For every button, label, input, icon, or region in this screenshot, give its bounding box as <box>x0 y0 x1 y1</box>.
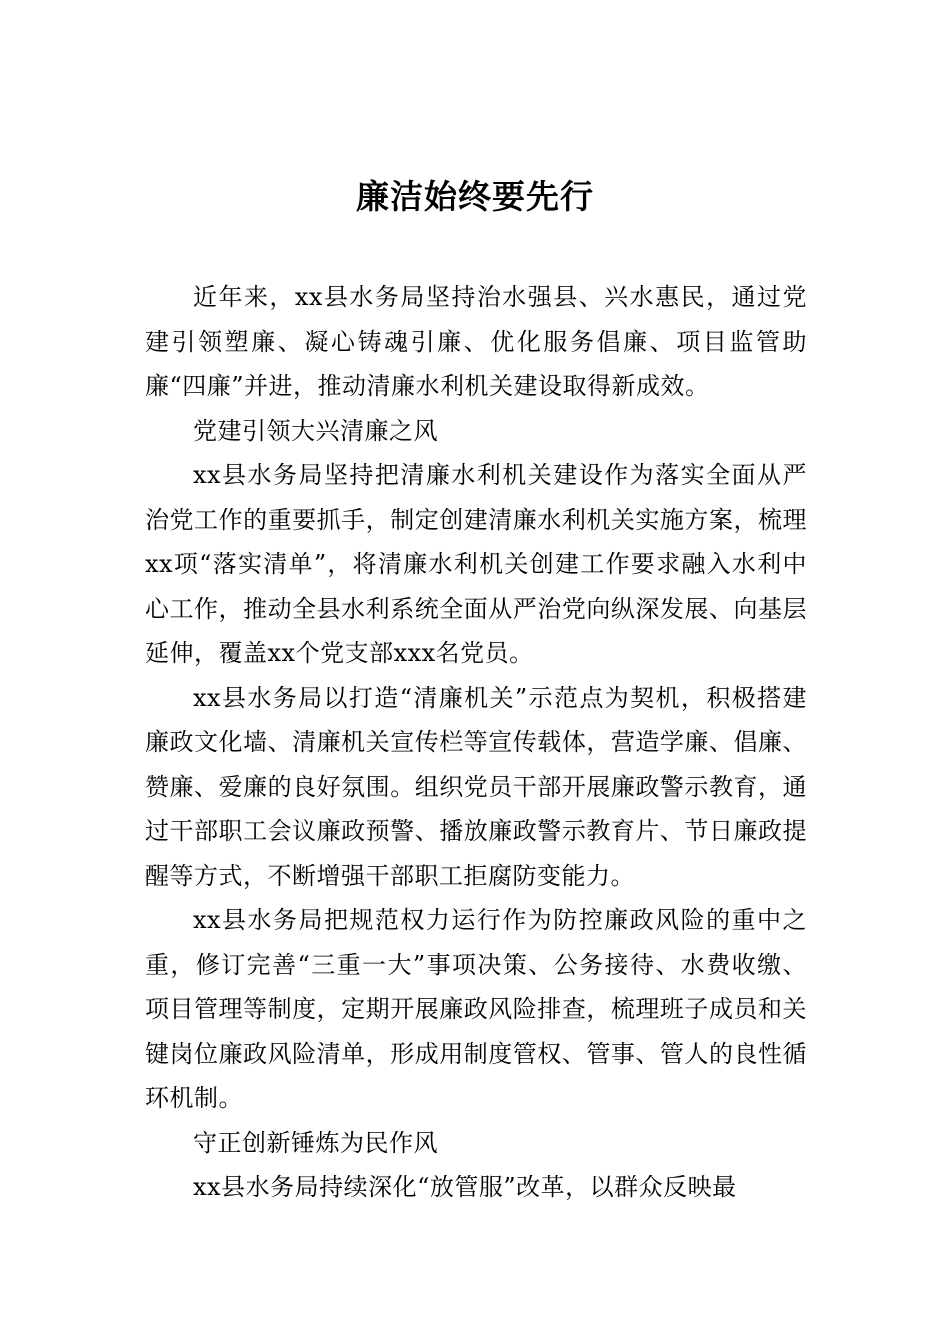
paragraph-body: xx县水务局把规范权力运行作为防控廉政风险的重中之重，修订完善“三重一大”事项决策、公务接待、水费收缴、项目管理等制度，定期开展廉政风险排查，梳理班子成员和关键岗位廉政风险清单，形成用制度管权、管事、管人的良性循环机制。 <box>145 906 807 1112</box>
document-title: 廉洁始终要先行 <box>356 177 594 216</box>
paragraph-intro: 近年来，xx县水务局坚持治水强县、兴水惠民，通过党建引领塑廉、凝心铸魂引廉、优化服务倡廉、项目监管助廉“四廉”并进，推动清廉水利机关建设取得新成效。 <box>145 283 807 400</box>
section-heading-2: 守正创新锤炼为民作风 <box>193 1128 438 1157</box>
document-body <box>145 275 807 1210</box>
section-heading-1: 党建引领大兴清廉之风 <box>193 416 438 445</box>
paragraph-body: xx县水务局持续深化“放管服”改革，以群众反映最 <box>193 1173 737 1201</box>
paragraph-body: xx县水务局坚持把清廉水利机关建设作为落实全面从严治党工作的重要抓手，制定创建清廉水利机关实施方案，梳理xx项“落实清单”，将清廉水利机关创建工作要求融入水利中心工作，推动全县水利系统全面从严治党向纵深发展、向基层延伸，覆盖xx个党支部xxx名党员。 <box>145 461 807 667</box>
paragraph-body: xx县水务局以打造“清廉机关”示范点为契机，积极搭建廉政文化墙、清廉机关宣传栏等宣传载体，营造学廉、倡廉、赞廉、爱廉的良好氛围。组织党员干部开展廉政警示教育，通过干部职工会议廉政预警、播放廉政警示教育片、节日廉政提醒等方式，不断增强干部职工拒腐防变能力。 <box>145 683 807 890</box>
